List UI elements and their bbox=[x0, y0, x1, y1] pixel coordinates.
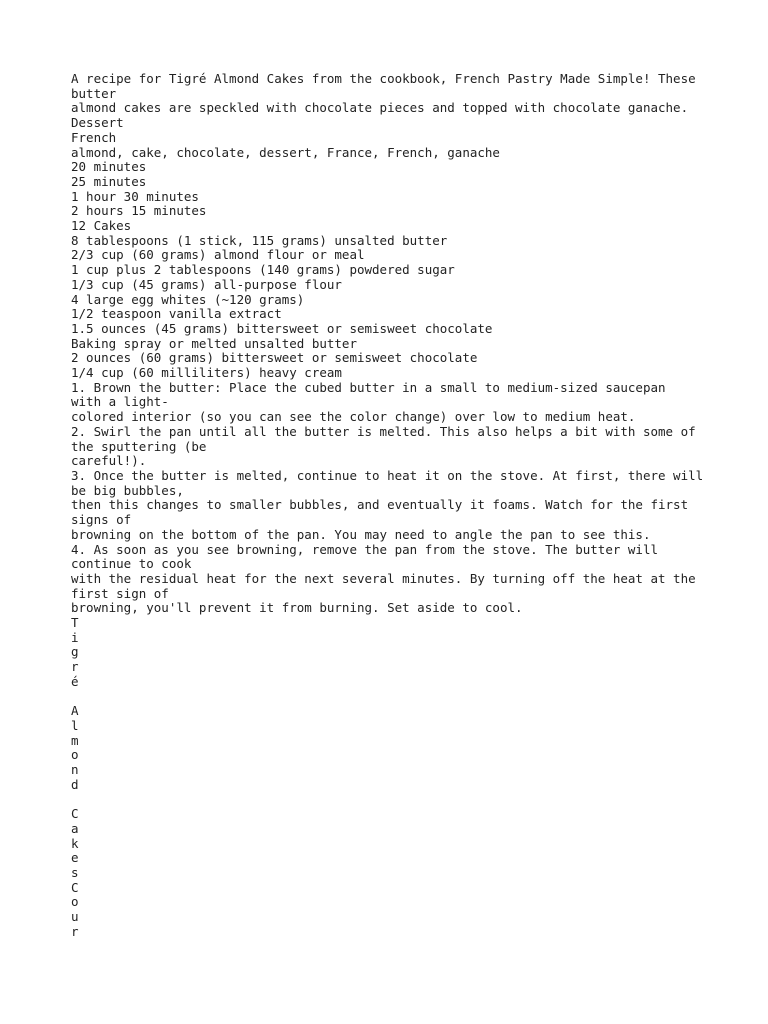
recipe-yield: 12 Cakes bbox=[71, 218, 132, 234]
vertical-title bbox=[71, 616, 711, 939]
instruction-line: first sign of bbox=[71, 585, 169, 601]
instruction-line: with the residual heat for the next several minutes. By turning off the heat at the bbox=[71, 570, 696, 586]
additional-time: 1 hour 30 minutes bbox=[71, 188, 199, 204]
vertical-title-char bbox=[71, 690, 711, 705]
instruction-line: be big bubbles, bbox=[71, 482, 184, 498]
instruction-list bbox=[71, 381, 711, 616]
instruction-line: browning, you'll prevent it from burning. Set aside to cool. bbox=[71, 600, 523, 616]
vertical-title-char: n bbox=[71, 762, 79, 778]
prep-time: 20 minutes bbox=[71, 159, 147, 175]
ingredient-item: 1.5 ounces (45 grams) bittersweet or semisweet chocolate bbox=[71, 320, 493, 336]
vertical-title-char: A bbox=[71, 703, 79, 719]
instruction-line: 4. As soon as you see browning, remove the pan from the stove. The butter will bbox=[71, 541, 658, 557]
ingredient-item: 4 large egg whites (~120 grams) bbox=[71, 291, 305, 307]
vertical-title-char bbox=[71, 792, 711, 807]
vertical-title-char: d bbox=[71, 776, 79, 792]
instruction-line: then this changes to smaller bubbles, and eventually it foams. Watch for the first bbox=[71, 497, 689, 513]
vertical-title-char: a bbox=[71, 820, 79, 836]
vertical-title-char: u bbox=[71, 909, 79, 925]
vertical-title-char: l bbox=[71, 717, 79, 733]
vertical-title-char: C bbox=[71, 879, 79, 895]
vertical-title-char: e bbox=[71, 850, 79, 866]
vertical-title-char: é bbox=[71, 673, 79, 689]
ingredient-item: Baking spray or melted unsalted butter bbox=[71, 335, 357, 351]
ingredient-item: 1/2 teaspoon vanilla extract bbox=[71, 306, 282, 322]
vertical-title-char: r bbox=[71, 659, 79, 675]
ingredient-item: 1/4 cup (60 milliliters) heavy cream bbox=[71, 365, 342, 381]
vertical-title-char: i bbox=[71, 629, 79, 645]
instruction-line: signs of bbox=[71, 512, 132, 528]
recipe-description bbox=[71, 72, 711, 116]
ingredient-list bbox=[71, 234, 711, 381]
cook-time: 25 minutes bbox=[71, 173, 147, 189]
instruction-line: colored interior (so you can see the color change) over low to medium heat. bbox=[71, 409, 636, 425]
instruction-line: careful!). bbox=[71, 453, 147, 469]
instruction-line: browning on the bottom of the pan. You may need to angle the pan to see this. bbox=[71, 526, 651, 542]
vertical-title-char: g bbox=[71, 644, 79, 660]
instruction-line: 1. Brown the butter: Place the cubed butter in a small to medium-sized saucepan bbox=[71, 379, 666, 395]
vertical-title-char: T bbox=[71, 615, 79, 631]
vertical-title-char: o bbox=[71, 894, 79, 910]
vertical-title-char: m bbox=[71, 732, 79, 748]
ingredient-item: 1 cup plus 2 tablespoons (140 grams) powdered sugar bbox=[71, 262, 455, 278]
description-line: A recipe for Tigré Almond Cakes from the cookbook, French Pastry Made Simple! These bbox=[71, 71, 696, 86]
vertical-title-char: s bbox=[71, 864, 79, 880]
recipe-cuisine: French bbox=[71, 129, 117, 145]
vertical-title-char: o bbox=[71, 747, 79, 763]
ingredient-item: 2/3 cup (60 grams) almond flour or meal bbox=[71, 247, 365, 263]
ingredient-item: 2 ounces (60 grams) bittersweet or semisweet chocolate bbox=[71, 350, 478, 366]
description-line: almond cakes are speckled with chocolate pieces and topped with chocolate ganache. bbox=[71, 100, 689, 116]
instruction-line: 2. Swirl the pan until all the butter is melted. This also helps a bit with some of bbox=[71, 423, 696, 439]
instruction-line: the sputtering (be bbox=[71, 438, 207, 454]
ingredient-item: 1/3 cup (45 grams) all-purpose flour bbox=[71, 276, 342, 292]
vertical-title-char: k bbox=[71, 835, 79, 851]
recipe-document bbox=[71, 72, 711, 939]
recipe-keywords: almond, cake, chocolate, dessert, France, French, ganache bbox=[71, 144, 500, 160]
vertical-title-char: C bbox=[71, 806, 79, 822]
instruction-line: with a light- bbox=[71, 394, 169, 410]
vertical-title-char: r bbox=[71, 923, 79, 939]
total-time: 2 hours 15 minutes bbox=[71, 203, 207, 219]
description-line: butter bbox=[71, 85, 117, 101]
recipe-category: Dessert bbox=[71, 115, 124, 131]
instruction-line: 3. Once the butter is melted, continue to heat it on the stove. At first, there will bbox=[71, 467, 704, 483]
instruction-line: continue to cook bbox=[71, 556, 192, 572]
ingredient-item: 8 tablespoons (1 stick, 115 grams) unsalted butter bbox=[71, 232, 448, 248]
